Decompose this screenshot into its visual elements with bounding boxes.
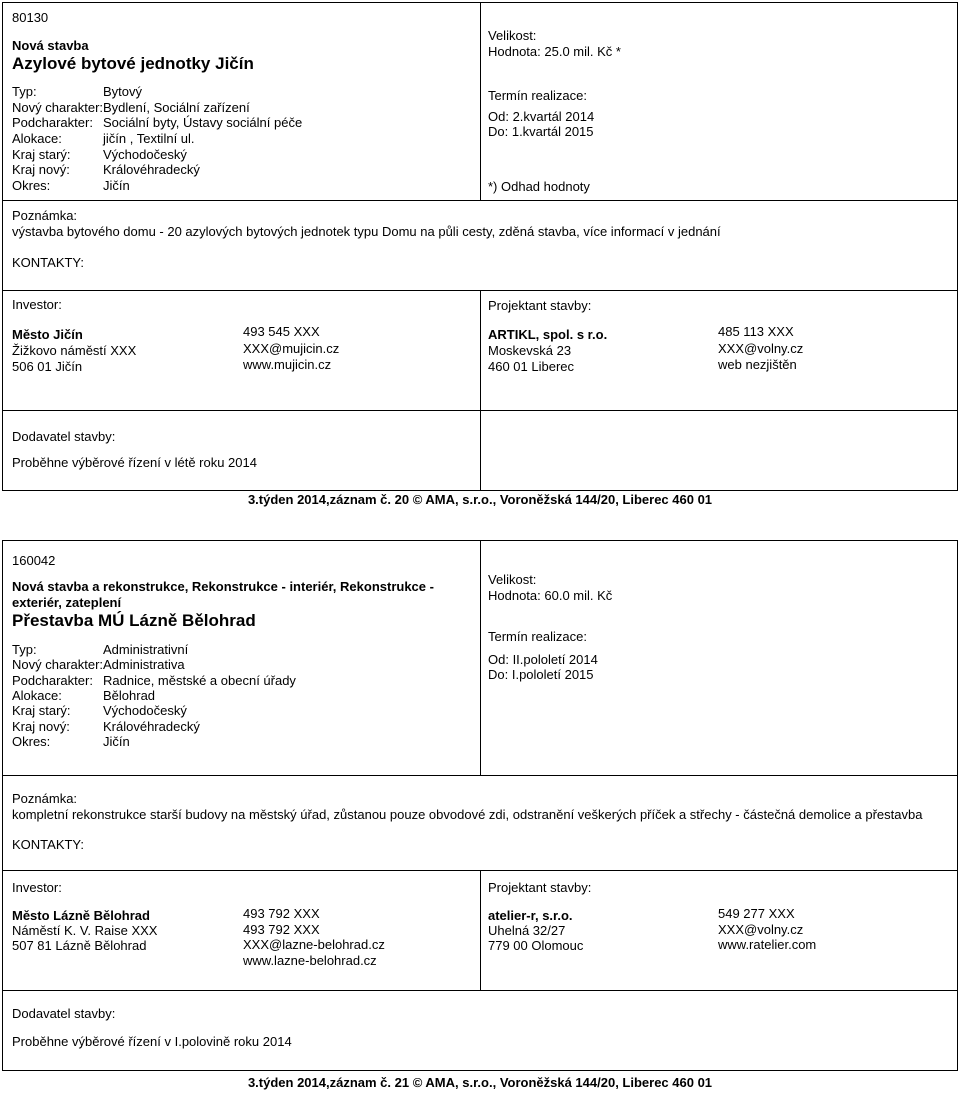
field-value: Královéhradecký bbox=[103, 718, 200, 734]
field-row-district bbox=[12, 734, 472, 749]
supplier-box bbox=[2, 990, 958, 1071]
field-label: Podcharakter: bbox=[12, 115, 93, 131]
investor-address-line: Žižkovo náměstí XXX bbox=[12, 343, 137, 358]
term-heading: Termín realizace: bbox=[488, 88, 587, 103]
investor-phone: 493 792 XXX bbox=[243, 921, 320, 937]
size-heading: Velikost: bbox=[488, 28, 537, 43]
size-value: Hodnota: 25.0 mil. Kč * bbox=[488, 44, 621, 59]
field-value: Jičín bbox=[103, 733, 130, 749]
field-row-type bbox=[12, 84, 472, 100]
designer-heading: Projektant stavby: bbox=[488, 880, 592, 895]
field-row-new-character bbox=[12, 657, 472, 672]
project-category: Nová stavba bbox=[12, 38, 89, 53]
investor-name: Město Lázně Bělohrad bbox=[12, 908, 150, 923]
record-entry bbox=[0, 538, 960, 1093]
designer-website: www.ratelier.com bbox=[718, 937, 817, 953]
investor-address-line: 506 01 Jičín bbox=[12, 359, 83, 374]
size-value: Hodnota: 60.0 mil. Kč bbox=[488, 588, 613, 603]
investor-email: XXX@mujicin.cz bbox=[243, 340, 340, 356]
field-label: Alokace: bbox=[12, 130, 62, 146]
field-value: Východočeský bbox=[103, 146, 187, 162]
designer-address-line: 779 00 Olomouc bbox=[488, 938, 584, 953]
note-text: kompletní rekonstrukce starší budovy na městský úřad, zůstanou pouze obvodové zdi, odstranění veškerých příček a střechy - částečná demolice a přestavba bbox=[12, 807, 923, 822]
term-heading: Termín realizace: bbox=[488, 629, 587, 644]
field-value: Východočeský bbox=[103, 703, 187, 719]
project-fields bbox=[12, 642, 472, 749]
supplier-heading: Dodavatel stavby: bbox=[12, 429, 116, 444]
field-row-new-character bbox=[12, 100, 472, 116]
term-to: Do: I.pololetí 2015 bbox=[488, 667, 594, 682]
record-id: 80130 bbox=[12, 10, 49, 25]
investor-heading: Investor: bbox=[12, 880, 62, 895]
project-title: Azylové bytové jednotky Jičín bbox=[12, 54, 254, 73]
contacts-heading: KONTAKTY: bbox=[12, 255, 84, 270]
designer-address-line: Uhelná 32/27 bbox=[488, 923, 566, 938]
record-footer: 3.týden 2014,záznam č. 20 © AMA, s.r.o., Voroněžská 144/20, Liberec 460 01 bbox=[247, 492, 713, 507]
investor-contacts bbox=[243, 324, 339, 374]
investor-address-line: Náměstí K. V. Raise XXX bbox=[12, 923, 158, 938]
supplier-text: Proběhne výběrové řízení v létě roku 2014 bbox=[12, 455, 257, 470]
supplier-detail-box bbox=[480, 410, 958, 491]
designer-address-line: Moskevská 23 bbox=[488, 343, 572, 358]
project-category bbox=[12, 579, 434, 611]
investor-email: XXX@lazne-belohrad.cz bbox=[243, 937, 385, 953]
field-label: Okres: bbox=[12, 177, 51, 193]
term-from: Od: II.pololetí 2014 bbox=[488, 652, 598, 667]
field-value: Radnice, městské a obecní úřady bbox=[103, 672, 296, 688]
field-label: Typ: bbox=[12, 84, 37, 99]
investor-website: www.lazne-belohrad.cz bbox=[243, 953, 377, 969]
investor-phone: 493 792 XXX bbox=[243, 906, 320, 921]
project-title: Přestavba MÚ Lázně Bělohrad bbox=[12, 611, 256, 630]
designer-contacts bbox=[718, 324, 803, 374]
contacts-heading: KONTAKTY: bbox=[12, 837, 84, 852]
note-heading: Poznámka: bbox=[12, 791, 78, 806]
field-row-subcharacter bbox=[12, 115, 472, 131]
supplier-box bbox=[2, 410, 481, 491]
designer-address bbox=[488, 327, 607, 375]
estimate-footnote: *) Odhad hodnoty bbox=[488, 179, 590, 194]
field-label: Okres: bbox=[12, 733, 51, 749]
term-to: Do: 1.kvartál 2015 bbox=[488, 124, 594, 139]
field-value: Bělohrad bbox=[103, 687, 156, 703]
project-category-line: exteriér, zateplení bbox=[12, 595, 122, 610]
field-value: Bytový bbox=[103, 84, 143, 99]
record-entry bbox=[0, 0, 960, 520]
record-footer: 3.týden 2014,záznam č. 21 © AMA, s.r.o., Voroněžská 144/20, Liberec 460 01 bbox=[247, 1075, 713, 1090]
designer-phone: 549 277 XXX bbox=[718, 906, 795, 921]
note-box bbox=[2, 775, 958, 871]
field-value: jičín , Textilní ul. bbox=[103, 130, 195, 146]
designer-contacts bbox=[718, 906, 816, 953]
field-value: Bydlení, Sociální zařízení bbox=[103, 99, 250, 115]
field-row-new-region bbox=[12, 719, 472, 734]
supplier-text: Proběhne výběrové řízení v I.polovině roku 2014 bbox=[12, 1034, 292, 1049]
field-row-location bbox=[12, 688, 472, 703]
field-label: Alokace: bbox=[12, 687, 62, 703]
investor-name: Město Jičín bbox=[12, 327, 83, 342]
field-label: Kraj nový: bbox=[12, 162, 70, 178]
investor-phone: 493 545 XXX bbox=[243, 324, 320, 339]
term-from: Od: 2.kvartál 2014 bbox=[488, 109, 595, 124]
field-row-new-region bbox=[12, 162, 472, 178]
field-label: Kraj nový: bbox=[12, 718, 70, 734]
designer-heading: Projektant stavby: bbox=[488, 298, 592, 313]
investor-address bbox=[12, 327, 136, 375]
field-row-location bbox=[12, 131, 472, 147]
field-value: Jičín bbox=[103, 177, 130, 193]
field-label: Kraj starý: bbox=[12, 146, 71, 162]
supplier-heading: Dodavatel stavby: bbox=[12, 1006, 116, 1021]
field-label: Typ: bbox=[12, 642, 37, 657]
designer-phone: 485 113 XXX bbox=[718, 324, 794, 339]
designer-website: web nezjištěn bbox=[718, 357, 797, 372]
designer-name: atelier-r, s.r.o. bbox=[488, 908, 573, 923]
designer-email: XXX@volny.cz bbox=[718, 921, 804, 937]
note-text: výstavba bytového domu - 20 azylových bytových jednotek typu Domu na půli cesty, zděná stavba, více informací v jednání bbox=[12, 224, 721, 239]
size-heading: Velikost: bbox=[488, 572, 537, 587]
investor-heading: Investor: bbox=[12, 297, 62, 312]
field-label: Nový charakter: bbox=[12, 99, 104, 115]
project-category-line: Nová stavba a rekonstrukce, Rekonstrukce - interiér, Rekonstrukce - bbox=[12, 579, 434, 594]
project-fields bbox=[12, 84, 472, 194]
designer-email: XXX@volny.cz bbox=[718, 340, 804, 356]
designer-address-line: 460 01 Liberec bbox=[488, 359, 575, 374]
investor-address-line: 507 81 Lázně Bělohrad bbox=[12, 938, 147, 953]
field-row-district bbox=[12, 178, 472, 194]
designer-name: ARTIKL, spol. s r.o. bbox=[488, 327, 608, 342]
field-label: Podcharakter: bbox=[12, 672, 93, 688]
designer-address bbox=[488, 908, 583, 953]
field-value: Sociální byty, Ústavy sociální péče bbox=[103, 115, 303, 131]
field-label: Kraj starý: bbox=[12, 703, 71, 719]
field-row-old-region bbox=[12, 147, 472, 163]
field-row-subcharacter bbox=[12, 673, 472, 688]
investor-contacts bbox=[243, 906, 385, 969]
field-label: Nový charakter: bbox=[12, 657, 104, 673]
note-box bbox=[2, 200, 958, 291]
field-row-type bbox=[12, 642, 472, 657]
field-value: Administrativa bbox=[103, 657, 185, 673]
field-value: Administrativní bbox=[103, 642, 189, 657]
field-row-old-region bbox=[12, 703, 472, 718]
record-id: 160042 bbox=[12, 553, 56, 568]
investor-address bbox=[12, 908, 157, 953]
investor-website: www.mujicin.cz bbox=[243, 357, 332, 372]
note-heading: Poznámka: bbox=[12, 208, 78, 223]
field-value: Královéhradecký bbox=[103, 162, 200, 178]
